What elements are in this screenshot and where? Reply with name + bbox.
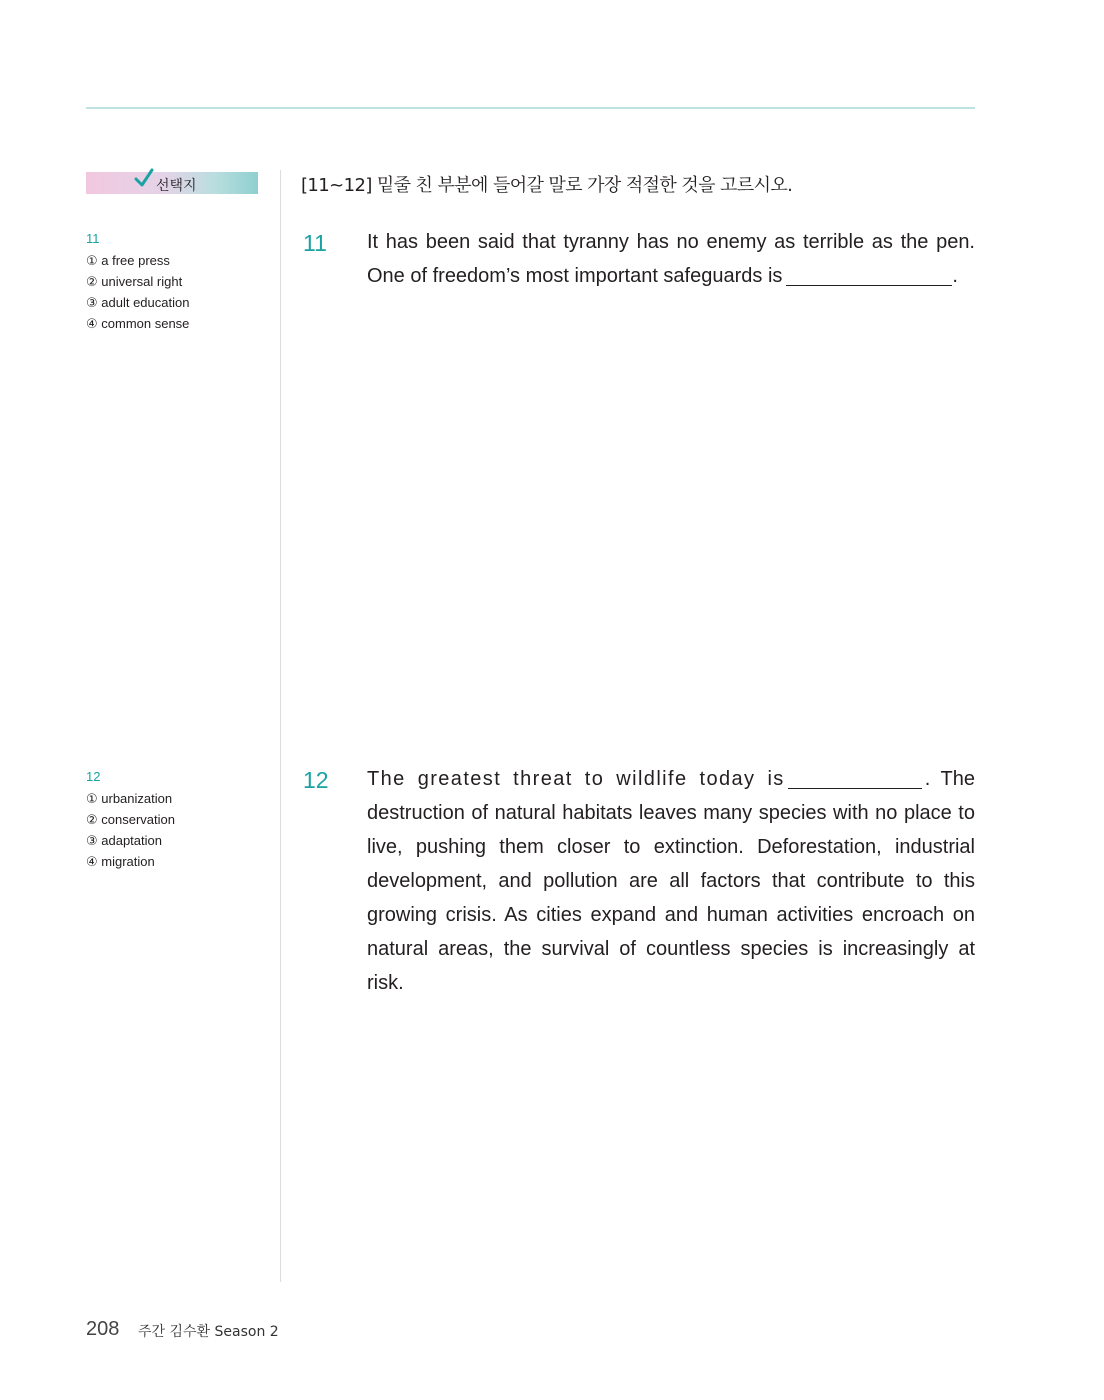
option-item[interactable]: ③ adult education — [86, 295, 190, 310]
question-number-12: 12 — [303, 767, 329, 793]
question-number-11: 11 — [303, 230, 327, 256]
answer-blank — [786, 263, 952, 286]
page-number: 208 — [86, 1318, 120, 1340]
sidebar-question-number: 12 — [86, 769, 101, 784]
option-item[interactable]: ② universal right — [86, 274, 183, 289]
choices-badge — [86, 172, 258, 194]
question-text-after: . — [952, 265, 958, 287]
sidebar-options-11 — [86, 231, 276, 334]
option-item[interactable]: ② conservation — [86, 812, 175, 827]
question-text-before: The greatest threat to wildlife today is — [367, 768, 785, 790]
option-item[interactable]: ④ migration — [86, 854, 155, 869]
question-text-after: . The destruction of natural habitats leaves many species with no place to live, pushing them closer to extinction. Deforestation, industrial development, and pollution are all factors that contribute to this growing crisis. As cities expand and human activities encroach on natural areas, the survival of countless species is increasingly at risk. — [367, 768, 976, 994]
option-item[interactable]: ① urbanization — [86, 791, 173, 806]
option-item[interactable]: ① a free press — [86, 253, 170, 268]
column-divider — [280, 170, 281, 1282]
sidebar-question-number: 11 — [86, 231, 100, 246]
question-text-11 — [367, 225, 975, 293]
answer-blank — [788, 766, 922, 789]
checkmark-icon — [134, 168, 154, 190]
badge-label: 선택지 — [156, 178, 197, 194]
question-text-before: It has been said that tyranny has no enemy as terrible as the pen. One of freedom’s most important safeguards is — [367, 231, 975, 287]
option-item[interactable]: ③ adaptation — [86, 833, 162, 848]
top-divider — [86, 107, 975, 109]
question-text-12 — [367, 762, 975, 1000]
sidebar-options-12 — [86, 769, 276, 872]
publication-title: 주간 김수환 Season 2 — [138, 1324, 279, 1340]
instruction-heading: [11~12] 밑줄 친 부분에 들어갈 말로 가장 적절한 것을 고르시오. — [301, 175, 793, 196]
option-item[interactable]: ④ common sense — [86, 316, 190, 331]
